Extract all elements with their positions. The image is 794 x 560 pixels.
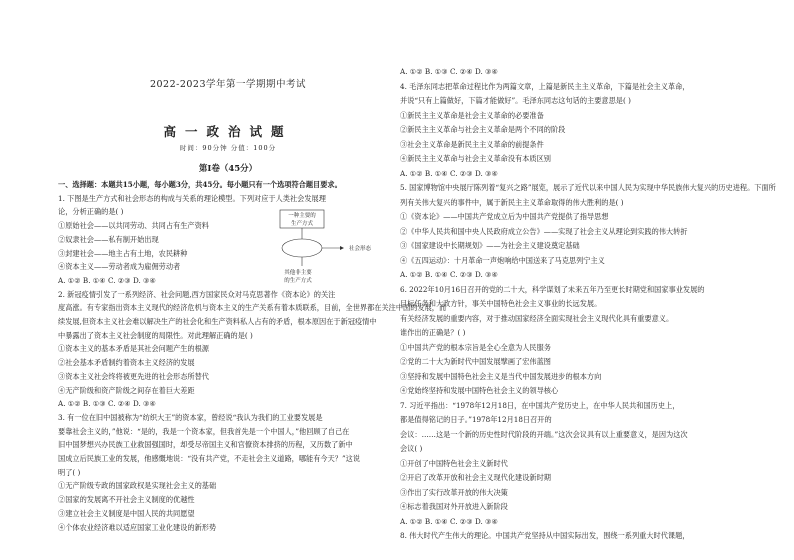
left-text-line: 国成立后民族工业的发展，他感慨地说：“没有共产党，不走社会主义道路，哪能有今天？”这说 <box>58 454 361 463</box>
left-text-line: ③资本主义社会终将被更先进的社会形态所替代 <box>58 371 209 381</box>
right-text-line: 都是值得铭记的日子。”1978年12月18日召开的 <box>400 415 552 424</box>
left-text-line: 明了( ) <box>58 467 81 477</box>
right-text-line: 有关经济发展的重要内容，对于推动国家经济全面实现社会主义现代化具有重要意义。 <box>400 313 674 323</box>
right-text-line: ①新民主主义革命是社会主义革命的必要准备 <box>400 110 544 120</box>
right-text-line: ②党的二十大为新时代中国发展擘画了宏伟蓝图 <box>400 357 551 366</box>
left-text-line: ③封建社会——地主占有土地，农民耕种 <box>58 248 188 258</box>
right-text-line: 5. 国家博物馆中央展厅陈列着“复兴之路”展览，展示了近代以来中国人民为实现中华民族伟大复兴的历史进程。下面所 <box>400 183 776 192</box>
right-text-line: 会议( ) <box>400 444 423 453</box>
production-mode-diagram <box>268 208 378 288</box>
right-text-line: ①开创了中国特色社会主义新时代 <box>400 458 508 468</box>
subject-title: 高一政治试题 <box>163 124 293 139</box>
left-text-line: 1. 下图是生产方式和社会形态的构成与关系的理论模型。下列对应于人类社会发展理 <box>58 193 326 203</box>
right-text-line: A. ①② B. ①③ C. ②④ D. ③④ <box>400 67 498 76</box>
right-text-line: A. ①② B. ①④ C. ②③ D. ③④ <box>400 516 498 526</box>
right-text-line: 6. 2022年10月16日召开的党的二十大，科学谋划了未来五年乃至更长时期党和国家事业发展的 <box>400 284 705 294</box>
left-text-line: A. ①② B. ①④ C. ②③ D. ③④ <box>58 275 156 285</box>
right-label: 社会形态 <box>348 246 372 252</box>
right-text-line: 4. 毛泽东同志把革命过程比作为两篇文章，上篇是新民主主义革命，下篇是社会主义革命， <box>400 81 690 91</box>
right-text-line: ①《资本论》——中国共产党成立后为中国共产党提供了指导思想 <box>400 212 609 221</box>
right-text-line: ②新民主主义革命与社会主义革命是两个不同的阶段 <box>400 125 566 134</box>
left-text-line: 续发展,但资本主义社会难以解决生产的社会化和生产资料私人占有的矛盾，根本原因在于新冠疫情中 <box>58 317 377 326</box>
left-text-line: 一、选择题：本题共15小题，每小题3分，共45分。每小题只有一个选项符合题目要求。 <box>58 180 342 189</box>
right-text-line: 列有关伟大复兴的事件中，属于新民主主义革命取得的伟大胜利的是( ) <box>400 197 624 207</box>
right-text-line: ②开启了改革开放和社会主义现代化建设新时期 <box>400 473 551 482</box>
right-text-line: 并说“只有上篇做好，下篇才能做好”。毛泽东同志这句话的主要意思是( ) <box>400 96 631 105</box>
left-text-line: ④个体农业经济难以适应国家工业化建设的新形势 <box>58 522 217 532</box>
arrow-head <box>340 246 344 250</box>
right-text-line: ④《五四运动》：十月革命一声炮响给中国送来了马克思列宁主义 <box>400 255 605 265</box>
left-text-line: ①原始社会——以共同劳动、共同占有生产资料 <box>58 221 209 231</box>
left-text-line: ①无产阶级专政的国家政权是实现社会主义的基础 <box>58 481 217 491</box>
right-text-line: ③作出了实行改革开放的伟大决策 <box>400 487 508 497</box>
left-text-line: ④无产阶级和资产阶级之间存在着巨大差距 <box>58 385 195 395</box>
right-text-line: ③《国家建设中长期规划》——为社会主义建设奠定基础 <box>400 241 580 250</box>
right-text-line: A. ①② B. ①④ C. ②③ D. ③④ <box>400 270 498 279</box>
left-text-line: A. ①② B. ①③ C. ②④ D. ③④ <box>58 399 156 409</box>
right-text-line: ②《中华人民共和国中央人民政府成立公告》——实现了社会主义从理论到实践的伟大转折 <box>400 226 688 236</box>
right-text-line: ①中国共产党的根本宗旨是全心全意为人民服务 <box>400 342 551 352</box>
right-text-line: 谁作出的正确是？( ) <box>400 328 466 337</box>
left-text-line: 旧中国梦想兴办民族工业救国强国时，却受尽帝国主义和官僚资本排挤的历程，又历数了新中 <box>58 440 353 450</box>
left-text-line: ③建立社会主义制度是中国人民的共同愿望 <box>58 508 195 518</box>
exam-meta: 时间：90分钟 分值：100分 <box>179 144 277 152</box>
left-text-line: ①资本主义的基本矛盾是其社会问题产生的根源 <box>58 344 209 354</box>
exam-title: 2022-2023学年第一学期期中考试 <box>149 79 307 90</box>
left-text-line: ②奴隶社会——私有制开始出现 <box>58 234 159 244</box>
bottom-label-1: 其他非主要 <box>284 270 312 276</box>
right-text-line: 7. 习近平指出：“1978年12月18日，在中国共产党历史上，在中华人民共和国历史上， <box>400 400 680 410</box>
diagram-svg <box>268 208 378 288</box>
left-text-line: 度高涨。有专家指出资本主义现代的经济危机与资本主义的生产关系有着本质联系，目前，全世界都在关注中国的发展，而 <box>58 303 447 313</box>
right-text-line: ④党始终坚持和发展中国特色社会主义的领导核心 <box>400 386 559 395</box>
left-text-line: ④资本主义——劳动者成为雇佣劳动者 <box>58 262 181 272</box>
right-text-line: A. ①② B. ①④ C. ②③ D. ③④ <box>400 168 498 178</box>
right-text-line: ④标志着我国对外开放进入新阶段 <box>400 502 508 511</box>
section-title: 第Ⅰ卷（45分） <box>198 164 258 174</box>
left-text-line: 3. 有一位在旧中国被称为“纺织大王”的资本家，曾经说“我认为我们的工业要发展是 <box>58 412 323 422</box>
left-text-line: ②国家的发展离不开社会主义制度的优越性 <box>58 495 195 505</box>
right-text-line: 目标任务和大政方针，事关中国特色社会主义事业的长远发展。 <box>400 299 602 308</box>
left-text-line: ②社会基本矛盾制约着资本主义经济的发展 <box>58 358 195 368</box>
right-text-line: ④新民主主义革命与社会主义革命没有本质区别 <box>400 154 551 163</box>
top-label-2: 生产方式 <box>290 221 314 227</box>
right-text-line: 8. 伟大时代产生伟大的理论。中国共产党坚持从中国实际出发，围绕一系列重大时代课题， <box>400 531 690 540</box>
top-label-1: 一种主要的 <box>288 213 316 219</box>
center-ellipse <box>282 239 322 257</box>
left-text-line: 论，分析正确的是( ) <box>58 207 124 217</box>
left-text-line: 2. 新冠疫情引发了一系列经济、社会问题,西方国家民众对马克思著作《资本论》的关注 <box>58 289 336 299</box>
right-text-line: ③坚持和发展中国特色社会主义是当代中国发展进步的根本方向 <box>400 371 602 381</box>
left-text-line: 中暴露出了资本主义社会制度的局限性。对此理解正确的是( ) <box>58 330 253 340</box>
right-text-line: 会议：……这是一个新的历史性时代阶段的开端。”这次会议具有以上重要意义，是因为这次 <box>400 429 688 439</box>
bottom-label-2: 的生产方式 <box>284 278 312 284</box>
right-text-line: ③社会主义革命是新民主主义革命的前提条件 <box>400 139 544 149</box>
right-column <box>400 0 776 560</box>
left-text-line: 要靠社会主义的，”他说：“是的，我是一个资本家，但我首先是一个中国人，”他回顾了自己在 <box>58 426 350 436</box>
